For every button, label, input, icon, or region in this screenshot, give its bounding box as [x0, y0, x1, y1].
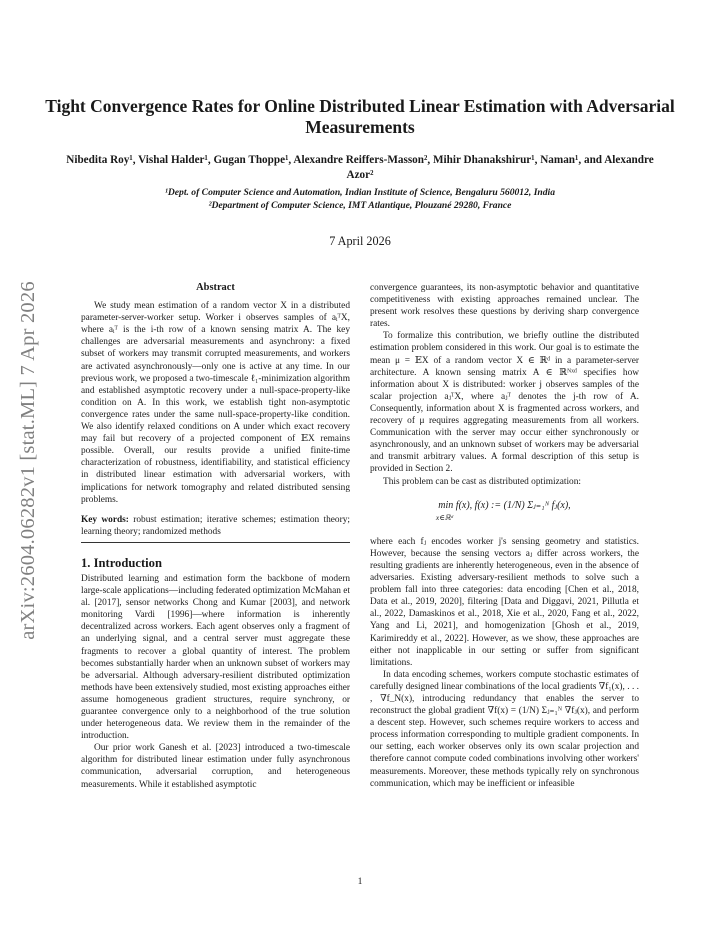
right-paragraph-2: To formalize this contribution, we briefly outline the distributed estimation problem considered in this work. Our goal is to estimate the mean μ = 𝔼X of a random vector X ∈ ℝᵈ in a parameter-server architecture. A known sensing matrix A ∈ ℝᴺˣᵈ specifies how information about X is distributed: worker j observes samples of the scalar projection aⱼᵀX, where aⱼᵀ denotes the j-th row of A. Consequently, information about X is fragmented across workers, and recovery of μ requires aggregating measurements from all workers. Communication with the server may occur either synchronously or asynchronously, and an unknown subset of workers may be adversarial and transmit arbitrary values. A formal description of this setup is provided in Section 2. [370, 331, 639, 475]
publication-date: 7 April 2026 [329, 234, 391, 248]
affiliation-2: ²Department of Computer Science, IMT Atlantique, Plouzané 29280, France [208, 199, 512, 211]
arxiv-sidebar [8, 260, 48, 660]
intro-paragraph-1: Distributed learning and estimation form the backbone of modern large-scale applications—including federated optimization McMahan et al. [2017], sensor networks Chong and Kumar [2003], and network monitoring Vardi [1996]—where information is inherently decentralized across workers. Each agent observes only a fragment of an underlying signal, and a central server must aggregate these fragments to recover a global quantity of interest. The problem becomes substantially harder when an unknown subset of workers may be adversarial. Although adversary-resilient distributed optimization methods have been extensively studied, most existing approaches either assume homogeneous gradient structures, require synchrony, or guarantee convergence only to a neighborhood of the true solution under heterogeneous data. We review them in the remainder of the introduction. [81, 573, 350, 742]
page-number: 1 [357, 876, 363, 887]
abstract-text: We study mean estimation of a random vector X in a distributed parameter-server-worker setup. Worker i observes samples of aᵢᵀX, where aᵢᵀ is the i-th row of a known sensing matrix A. The key challenges are adversarial measurements and asynchrony: a fixed subset of workers may transmit corrupted measurements, and workers are activated asynchronously—only one is active at any time. In our previous work, we proposed a two-timescale ℓ₁-minimization algorithm and established asymptotic recovery under a null-space-property-like condition on A. In this work, we establish tight non-asymptotic convergence rates under the same null-space-property-like condition. We also identify relaxed conditions on A under which exact recovery may fail but recovery of a projected component of 𝔼X remains possible. Overall, our results provide a unified finite-time characterization of robustness, identifiability, and statistical efficiency in distributed linear estimation with adversarial workers, with implications for network tomography and related distributed sensing problems. [81, 301, 350, 505]
right-paragraph-5: In data encoding schemes, workers compute stochastic estimates of carefully designed linear combinations of the local gradients ∇f₁(x), . . . , ∇f_N(x), introducing redundancy that enables the server to reconstruct the global gradient ∇f(x) = (1/N) Σⱼ₌₁ᴺ ∇fⱼ(x), and perform a descent step. However, such schemes require workers to access and process information corresponding to multiple gradient components. In our setting, each worker observes only its own scalar projection and therefore cannot compute coded combinations involving other workers' measurements. Moreover, these methods typically rely on synchronous communication, which may be inefficient or infeasible [370, 669, 639, 789]
equation-subscript: x∈ℝᵈ [435, 512, 454, 522]
keywords-list: robust estimation; iterative schemes; estimation theory; learning theory; randomized methods [81, 514, 350, 537]
equation-body: min f(x), f(x) := (1/N) Σⱼ₌₁ᴺ fⱼ(x), [438, 499, 571, 511]
section-heading-introduction: 1. Introduction [81, 555, 162, 570]
right-paragraph-3: This problem can be cast as distributed optimization: [383, 476, 581, 487]
right-column [370, 282, 639, 790]
left-column [81, 282, 350, 791]
keywords-label: Key words: [81, 514, 129, 525]
intro-paragraph-2: Our prior work Ganesh et al. [2023] introduced a two-timescale algorithm for distributed linear estimation under fully asynchronous communication, adversarial corruption, and heterogeneous measurements. While it established asymptotic [81, 743, 350, 790]
right-paragraph-1: convergence guarantees, its non-asymptotic behavior and quantitative competitiveness with existing approaches remained unclear. The present work resolves these questions by deriving sharp convergence rates. [370, 283, 639, 330]
author-list: Nibedita Roy¹, Vishal Halder¹, Gugan Thoppe¹, Alexandre Reiffers-Masson², Mihir Dhanakshirur¹, Naman¹, and Alexandre Azor² [66, 154, 654, 181]
optimization-equation [370, 500, 639, 524]
keywords-divider [81, 542, 350, 543]
affiliations [40, 187, 680, 212]
paper-title: Tight Convergence Rates for Online Distributed Linear Estimation with Adversarial Measurements [45, 96, 675, 137]
arxiv-identifier[interactable]: arXiv:2604.06282v1 [stat.ML] 7 Apr 2026 [16, 280, 39, 640]
affiliation-1: ¹Dept. of Computer Science and Automation, Indian Institute of Science, Bengaluru 560012, India [164, 187, 556, 198]
right-paragraph-4: where each fⱼ encodes worker j's sensing geometry and statistics. However, because the sensing vectors aⱼ differ across workers, the resulting gradients are inherently heterogeneous, even in the absence of adversaries. Existing adversary-resilient methods to solve such a problem fall into three categories: data encoding [Chen et al., 2018, Data et al., 2019, 2020], filtering [Data and Diggavi, 2021, Pillutla et al., 2022, Damaskinos et al., 2018, Xie et al., 2020, Fang et al., 2022, Yang and Li, 2021], and homogenization [Ghosh et al., 2019, Karimireddy et al., 2022]. However, as we show, these approaches are either not inapplicable in our setting or suffer from significant limitations. [370, 536, 639, 668]
abstract-heading: Abstract [196, 282, 235, 293]
